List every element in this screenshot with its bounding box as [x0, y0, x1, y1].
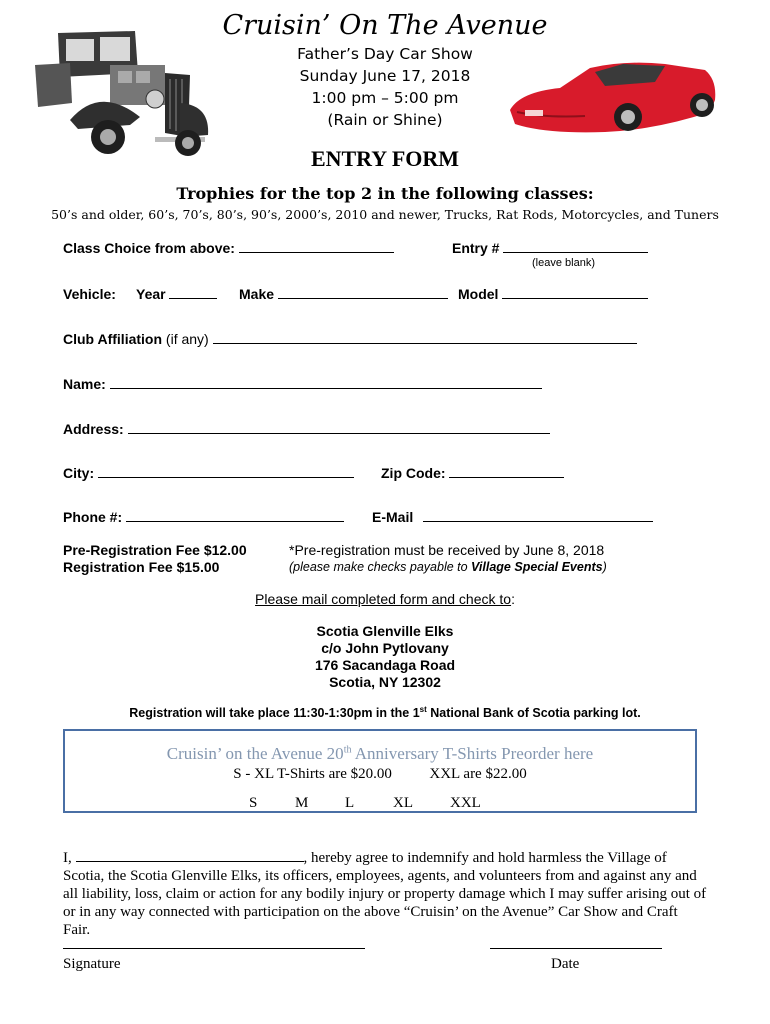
- waiver-paragraph: [63, 849, 708, 939]
- pre-registration-fee: Pre-Registration Fee $12.00: [63, 542, 247, 558]
- signature-field[interactable]: [63, 948, 365, 949]
- size-option-s[interactable]: S: [249, 795, 258, 811]
- mail-address-line-4: Scotia, NY 12302: [329, 674, 441, 690]
- class-choice-field[interactable]: [239, 240, 394, 253]
- event-date: Sunday June 17, 2018: [299, 67, 471, 85]
- zip-field[interactable]: [449, 465, 564, 478]
- registration-info-sup: st: [419, 705, 427, 714]
- mail-address-line-1: Scotia Glenville Elks: [316, 623, 454, 639]
- event-name: Father’s Day Car Show: [297, 45, 473, 63]
- city-label: City:: [63, 465, 95, 481]
- red-corvette-image: [505, 50, 720, 145]
- address-label: Address:: [63, 421, 124, 437]
- size-option-m[interactable]: M: [295, 795, 309, 811]
- tshirt-title-sup: th: [343, 744, 352, 756]
- mail-address-line-2: c/o John Pytlovany: [321, 640, 449, 656]
- waiver-lead: I,: [63, 850, 72, 866]
- year-field[interactable]: [169, 286, 217, 299]
- class-choice-label: Class Choice from above:: [63, 240, 235, 256]
- registration-info-suffix: National Bank of Scotia parking lot.: [426, 706, 641, 721]
- form-title: ENTRY FORM: [310, 146, 460, 171]
- size-option-xxl[interactable]: XXL: [450, 795, 481, 811]
- model-label: Model: [458, 286, 499, 302]
- club-affiliation-note: (if any): [165, 331, 209, 347]
- waiver-name-field[interactable]: [76, 849, 304, 862]
- checks-note-prefix: (please make checks payable to: [289, 560, 472, 574]
- classes-list: 50’s and older, 60’s, 70’s, 80’s, 90’s, 2000’s, 2010 and newer, Trucks, Rat Rods, Motorcycles, and Tuners: [51, 207, 719, 222]
- address-field[interactable]: [128, 421, 550, 434]
- document-title: Cruisin’ On The Avenue: [222, 10, 548, 41]
- mail-address-line-3: 176 Sacandaga Road: [314, 657, 456, 673]
- date-field[interactable]: [490, 948, 662, 949]
- mail-instruction: Please mail completed form and check to: [255, 591, 512, 607]
- phone-label: Phone #:: [63, 509, 123, 525]
- date-label: Date: [551, 956, 580, 972]
- make-label: Make: [239, 286, 275, 302]
- email-field[interactable]: [423, 509, 653, 522]
- zip-label: Zip Code:: [381, 465, 446, 481]
- email-label: E-Mail: [372, 509, 414, 525]
- make-field[interactable]: [278, 286, 448, 299]
- event-time: 1:00 pm – 5:00 pm: [311, 89, 459, 107]
- tshirt-title-suffix: Anniversary T-Shirts Preorder here: [351, 744, 594, 763]
- checks-note-suffix: ): [602, 560, 607, 574]
- registration-info-prefix: Registration will take place 11:30-1:30pm in the 1: [129, 706, 420, 721]
- vehicle-label: Vehicle:: [63, 286, 116, 302]
- tshirt-prices: S - XL T-Shirts are $20.00 XXL are $22.00: [233, 766, 527, 782]
- waiver-body: Scotia, the Scotia Glenville Elks, its officers, employees, agents, and volunteers from and against any and all liability, loss, claim or action for any bodily injury or property damage which I may suffer arising out of or in any way connected with participation on the above “Cruisin’ on the Avenue” Car Show and Craft Fair.: [63, 868, 707, 938]
- waiver-first-line: , hereby agree to indemnify and hold harmless the Village of: [303, 850, 667, 866]
- entry-number-field[interactable]: [503, 240, 648, 253]
- club-affiliation-field[interactable]: [213, 331, 637, 344]
- year-label: Year: [136, 286, 166, 302]
- phone-field[interactable]: [126, 509, 344, 522]
- mail-instruction-colon: :: [511, 591, 515, 607]
- vintage-truck-image: [30, 25, 210, 160]
- checks-payee: Village Special Events: [471, 560, 603, 574]
- club-affiliation-label: Club Affiliation: [63, 331, 163, 347]
- signature-label: Signature: [63, 956, 121, 972]
- preregistration-deadline: *Pre-registration must be received by June 8, 2018: [289, 542, 605, 558]
- name-label: Name:: [63, 376, 106, 392]
- model-field[interactable]: [502, 286, 648, 299]
- size-option-l[interactable]: L: [345, 795, 355, 811]
- tshirt-title-prefix: Cruisin’ on the Avenue 20: [166, 744, 344, 763]
- name-field[interactable]: [110, 376, 542, 389]
- trophies-heading: Trophies for the top 2 in the following classes:: [176, 184, 594, 203]
- city-field[interactable]: [98, 465, 354, 478]
- size-option-xl[interactable]: XL: [393, 795, 413, 811]
- registration-fee: Registration Fee $15.00: [63, 559, 220, 575]
- leave-blank-note: (leave blank): [532, 257, 595, 269]
- entry-number-label: Entry #: [452, 240, 500, 256]
- event-weather-note: (Rain or Shine): [327, 111, 443, 129]
